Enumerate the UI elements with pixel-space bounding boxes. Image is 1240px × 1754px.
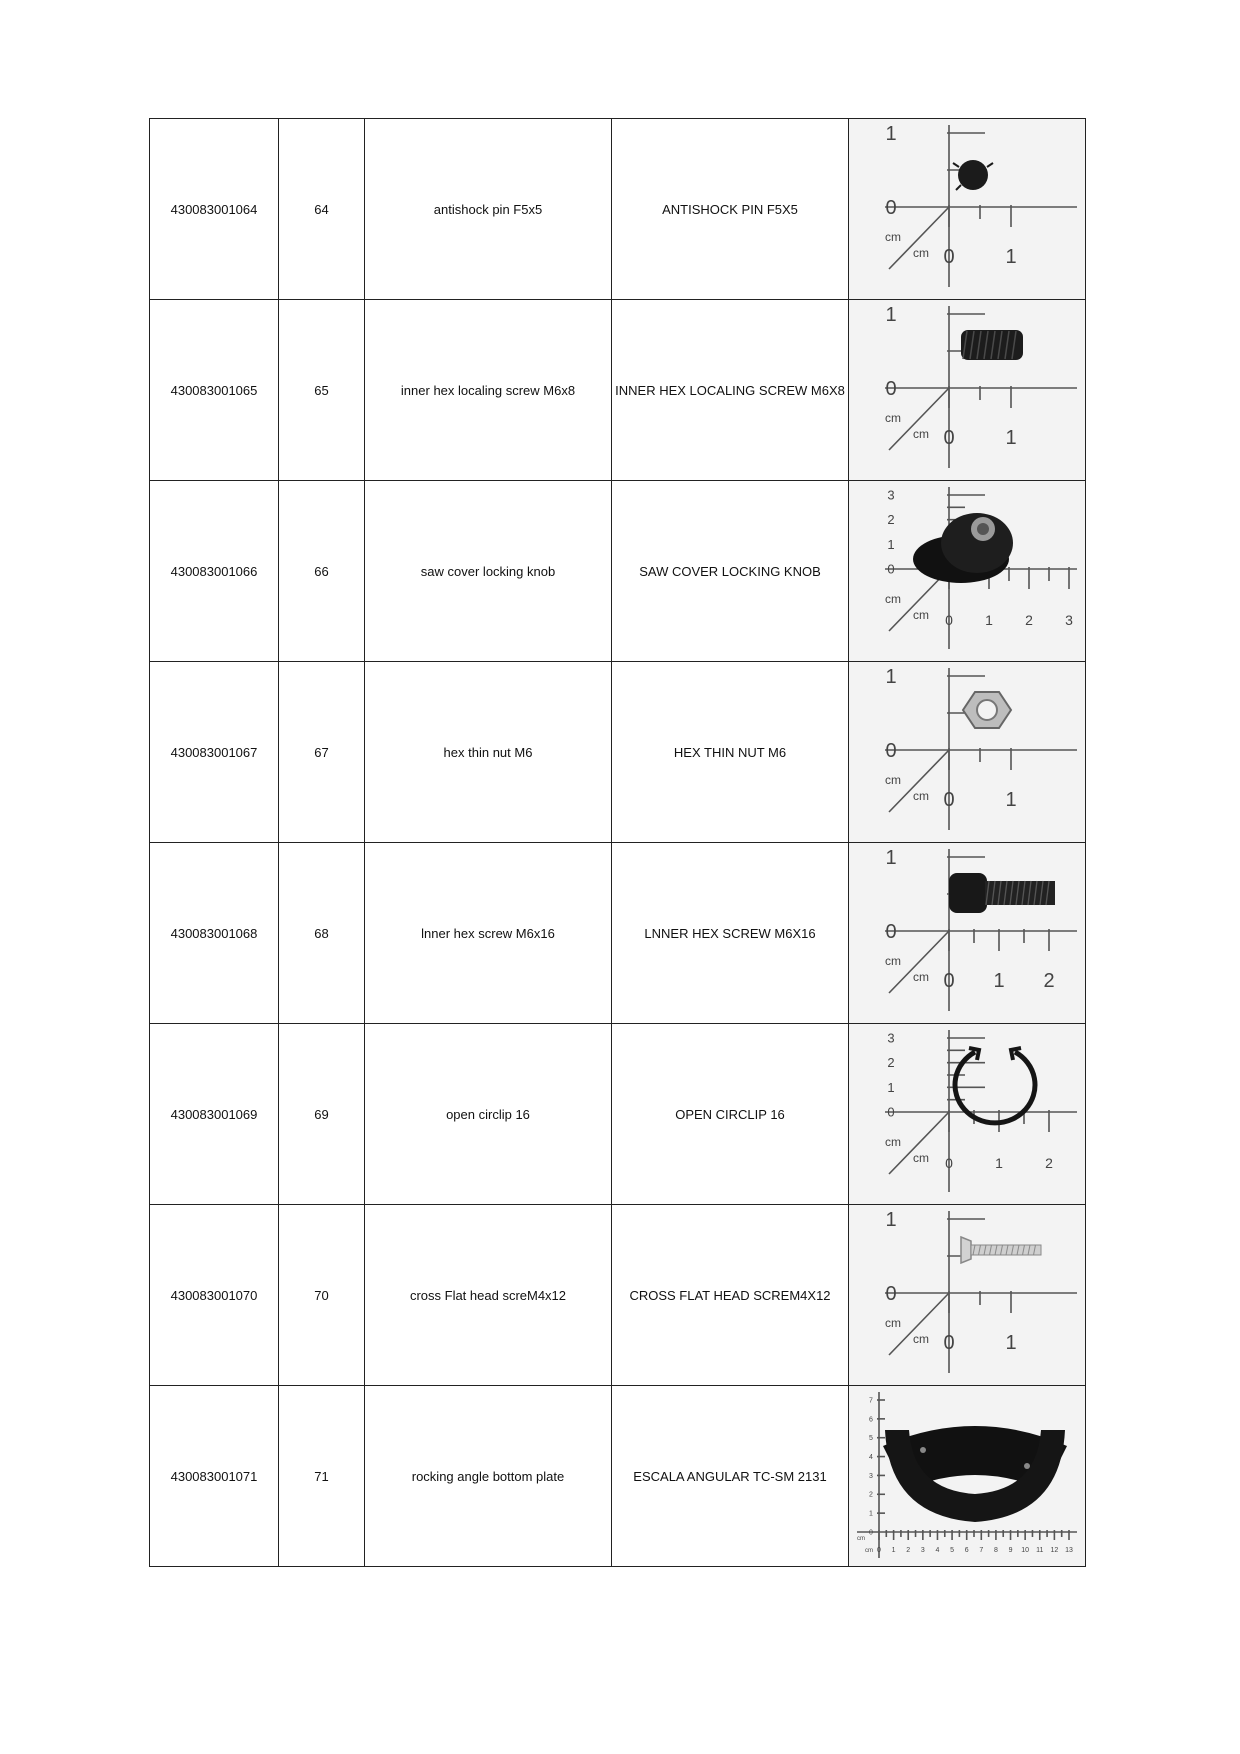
- antishock-pin-icon: [953, 160, 993, 190]
- part-code-cell: 430083001069: [150, 1024, 279, 1205]
- part-photo-cell: [849, 662, 1086, 843]
- part-photo-cell: [849, 1386, 1086, 1567]
- socket-cap-screw-icon: [949, 873, 1055, 913]
- scale-unit-label: cm: [865, 1548, 873, 1554]
- scale-label-x: 13: [1065, 1547, 1073, 1554]
- scale-label-y: 2: [887, 512, 895, 528]
- description-cell: cross Flat head screM4x12: [365, 1205, 612, 1386]
- scale-unit-label: cm: [913, 246, 929, 260]
- specification-cell: HEX THIN NUT M6: [612, 662, 849, 843]
- scale-label-x: 2: [1045, 1155, 1053, 1171]
- specification-cell: INNER HEX LOCALING SCREW M6X8: [612, 300, 849, 481]
- scale-label-y: 1: [885, 304, 897, 326]
- scale-label-x: 1: [1005, 789, 1017, 811]
- scale-label-x: 7: [979, 1547, 984, 1554]
- part-code-cell: 430083001071: [150, 1386, 279, 1567]
- specification-cell: ESCALA ANGULAR TC-SM 2131: [612, 1386, 849, 1567]
- scale-label-y: 1: [869, 1510, 873, 1518]
- part-code-cell: 430083001065: [150, 300, 279, 481]
- scale-label-x: 11: [1036, 1547, 1044, 1554]
- scale-unit-label: cm: [885, 1316, 901, 1330]
- table-row: [150, 1205, 1086, 1386]
- scale-label-x: 0: [945, 1155, 953, 1171]
- specification-cell: OPEN CIRCLIP 16: [612, 1024, 849, 1205]
- scale-label-x: 6: [964, 1547, 969, 1554]
- part-code-cell: 430083001064: [150, 119, 279, 300]
- part-photo: [849, 481, 1084, 661]
- parts-table: [149, 118, 1086, 1567]
- part-photo: [849, 1024, 1084, 1204]
- part-photo: [849, 843, 1084, 1023]
- part-photo-cell: [849, 1205, 1086, 1386]
- description-cell: rocking angle bottom plate: [365, 1386, 612, 1567]
- scale-label-y: 0: [887, 561, 895, 577]
- scale-unit-label: cm: [913, 1151, 929, 1165]
- description-cell: hex thin nut M6: [365, 662, 612, 843]
- scale-label-y: 0: [885, 1283, 897, 1305]
- flat-head-screw-icon: [961, 1237, 1041, 1263]
- specification-cell: LNNER HEX SCREW M6X16: [612, 843, 849, 1024]
- scale-label-x: 0: [943, 970, 955, 992]
- scale-label-y: 0: [885, 378, 897, 400]
- hex-nut-icon: [963, 692, 1011, 728]
- scale-label-x: 9: [1008, 1547, 1013, 1554]
- scale-unit-label: cm: [913, 970, 929, 984]
- scale-label-x: 1: [1005, 1332, 1017, 1354]
- scale-label-x: 2: [1043, 970, 1055, 992]
- scale-unit-label: cm: [885, 773, 901, 787]
- table-row: [150, 300, 1086, 481]
- part-photo: [849, 119, 1084, 299]
- scale-label-x: 1: [891, 1547, 896, 1554]
- scale-label-x: 1: [993, 970, 1005, 992]
- part-photo: [849, 300, 1084, 480]
- scale-label-x: 2: [906, 1547, 911, 1554]
- scale-label-x: 0: [943, 246, 955, 268]
- position-cell: 64: [279, 119, 365, 300]
- scale-unit-label: cm: [885, 411, 901, 425]
- part-photo-cell: [849, 300, 1086, 481]
- scale-unit-label: cm: [857, 1536, 865, 1542]
- description-cell: antishock pin F5x5: [365, 119, 612, 300]
- position-cell: 71: [279, 1386, 365, 1567]
- part-code-cell: 430083001070: [150, 1205, 279, 1386]
- scale-unit-label: cm: [885, 1135, 901, 1149]
- scale-label-x: 1: [995, 1155, 1003, 1171]
- table-row: [150, 843, 1086, 1024]
- scale-label-x: 5: [950, 1547, 955, 1554]
- scale-label-y: 6: [869, 1416, 873, 1424]
- scale-label-x: 2: [1025, 612, 1033, 628]
- scale-label-y: 0: [885, 921, 897, 943]
- scale-label-x: 3: [920, 1547, 925, 1554]
- table-row: [150, 1024, 1086, 1205]
- set-screw-icon: [961, 330, 1023, 360]
- scale-label-x: 10: [1021, 1547, 1030, 1554]
- scale-label-y: 3: [869, 1472, 873, 1480]
- specification-cell: CROSS FLAT HEAD SCREM4X12: [612, 1205, 849, 1386]
- part-photo: [849, 662, 1084, 842]
- part-photo-cell: [849, 481, 1086, 662]
- part-photo: [849, 1205, 1084, 1385]
- part-code-cell: 430083001066: [150, 481, 279, 662]
- position-cell: 65: [279, 300, 365, 481]
- scale-unit-label: cm: [885, 954, 901, 968]
- table-row: [150, 662, 1086, 843]
- table-row: [150, 1386, 1086, 1567]
- scale-label-y: 1: [885, 847, 897, 869]
- scale-label-y: 4: [869, 1454, 873, 1462]
- position-cell: 66: [279, 481, 365, 662]
- scale-label-x: 0: [943, 789, 955, 811]
- scale-label-y: 5: [869, 1435, 873, 1443]
- scale-label-x: 4: [935, 1547, 940, 1554]
- part-code-cell: 430083001067: [150, 662, 279, 843]
- part-photo: [849, 1386, 1084, 1566]
- scale-label-y: 1: [885, 123, 897, 145]
- part-photo-cell: [849, 119, 1086, 300]
- specification-cell: SAW COVER LOCKING KNOB: [612, 481, 849, 662]
- scale-label-y: 1: [885, 1209, 897, 1231]
- scale-unit-label: cm: [913, 1332, 929, 1346]
- position-cell: 67: [279, 662, 365, 843]
- scale-label-y: 0: [887, 1104, 895, 1120]
- scale-label-x: 0: [943, 1332, 955, 1354]
- scale-label-x: 3: [1065, 612, 1073, 628]
- scale-label-x: 1: [1005, 246, 1017, 268]
- description-cell: open circlip 16: [365, 1024, 612, 1205]
- position-cell: 70: [279, 1205, 365, 1386]
- scale-unit-label: cm: [885, 592, 901, 606]
- description-cell: inner hex localing screw M6x8: [365, 300, 612, 481]
- part-photo-cell: [849, 843, 1086, 1024]
- table-row: [150, 119, 1086, 300]
- specification-cell: ANTISHOCK PIN F5X5: [612, 119, 849, 300]
- scale-label-y: 7: [869, 1397, 873, 1405]
- scale-label-x: 1: [985, 612, 993, 628]
- scale-label-y: 0: [885, 197, 897, 219]
- scale-label-x: 12: [1050, 1547, 1059, 1554]
- scale-label-x: 0: [945, 612, 953, 628]
- scale-label-y: 1: [885, 666, 897, 688]
- scale-unit-label: cm: [913, 608, 929, 622]
- description-cell: lnner hex screw M6x16: [365, 843, 612, 1024]
- position-cell: 69: [279, 1024, 365, 1205]
- part-code-cell: 430083001068: [150, 843, 279, 1024]
- scale-unit-label: cm: [885, 230, 901, 244]
- scale-label-y: 0: [869, 1529, 873, 1537]
- scale-unit-label: cm: [913, 789, 929, 803]
- scale-label-y: 0: [885, 740, 897, 762]
- scale-unit-label: cm: [913, 427, 929, 441]
- position-cell: 68: [279, 843, 365, 1024]
- scale-label-x: 0: [943, 427, 955, 449]
- scale-label-y: 1: [887, 1079, 895, 1095]
- scale-label-x: 1: [1005, 427, 1017, 449]
- table-row: [150, 481, 1086, 662]
- scale-label-y: 1: [887, 536, 895, 552]
- scale-label-x: 8: [993, 1547, 998, 1554]
- scale-label-x: 0: [877, 1547, 881, 1554]
- scale-label-y: 3: [887, 1030, 895, 1046]
- scale-label-y: 3: [887, 487, 895, 503]
- locking-knob-icon: [913, 513, 1013, 583]
- description-cell: saw cover locking knob: [365, 481, 612, 662]
- scale-label-y: 2: [887, 1055, 895, 1071]
- part-photo-cell: [849, 1024, 1086, 1205]
- angle-plate-icon: [883, 1426, 1067, 1522]
- scale-label-y: 2: [869, 1491, 873, 1499]
